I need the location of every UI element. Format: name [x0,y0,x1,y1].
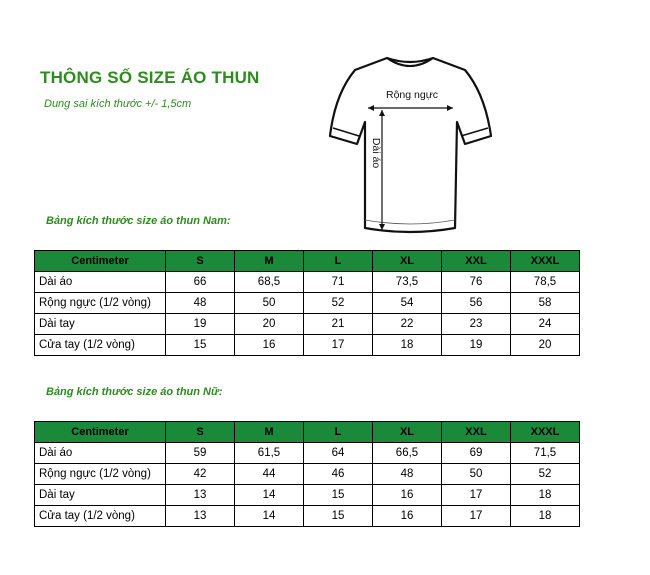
row-label: Dài áo [35,272,166,293]
row-label: Dài tay [35,314,166,335]
table-cell: 18 [373,335,442,356]
table-row [35,464,580,485]
header-cell: S [166,251,235,272]
table-cell: 17 [442,485,511,506]
header-cell: XXXL [511,251,580,272]
table-cell: 61,5 [235,443,304,464]
table-row [35,485,580,506]
men-size-table [34,250,580,356]
table-row [35,293,580,314]
table-cell: 76 [442,272,511,293]
table-cell: 14 [235,485,304,506]
table-cell: 23 [442,314,511,335]
header-cell: Centimeter [35,251,166,272]
table-cell: 64 [304,443,373,464]
men-table-caption: Bảng kích thước size áo thun Nam: [46,215,231,227]
table-cell: 71,5 [511,443,580,464]
chest-label: Rộng ngực [386,89,438,101]
table-cell: 46 [304,464,373,485]
table-cell: 18 [511,485,580,506]
table-cell: 78,5 [511,272,580,293]
table-row [35,443,580,464]
header-cell: Centimeter [35,422,166,443]
table-cell: 19 [166,314,235,335]
table-cell: 17 [442,506,511,527]
header-cell: M [235,422,304,443]
table-cell: 48 [373,464,442,485]
table-cell: 50 [442,464,511,485]
table-cell: 13 [166,485,235,506]
table-cell: 19 [442,335,511,356]
tolerance-note: Dung sai kích thước +/- 1,5cm [44,98,192,110]
table-cell: 16 [373,485,442,506]
header-cell: XXXL [511,422,580,443]
table-cell: 17 [304,335,373,356]
row-label: Cửa tay (1/2 vòng) [35,506,166,527]
header-cell: L [304,422,373,443]
table-cell: 24 [511,314,580,335]
table-cell: 22 [373,314,442,335]
header-cell: L [304,251,373,272]
table-header-row [35,251,580,272]
table-cell: 21 [304,314,373,335]
women-size-table [34,421,580,527]
tshirt-diagram-icon [325,52,495,238]
table-cell: 15 [304,485,373,506]
table-cell: 44 [235,464,304,485]
header-cell: M [235,251,304,272]
table-cell: 16 [373,506,442,527]
table-row [35,314,580,335]
header-cell: XL [373,251,442,272]
table-cell: 58 [511,293,580,314]
header-cell: S [166,422,235,443]
table-cell: 16 [235,335,304,356]
table-cell: 20 [235,314,304,335]
header-cell: XXL [442,422,511,443]
table-cell: 71 [304,272,373,293]
table-cell: 68,5 [235,272,304,293]
table-row [35,506,580,527]
header-cell: XXL [442,251,511,272]
row-label: Cửa tay (1/2 vòng) [35,335,166,356]
table-cell: 20 [511,335,580,356]
table-cell: 66,5 [373,443,442,464]
table-cell: 66 [166,272,235,293]
row-label: Rộng ngực (1/2 vòng) [35,293,166,314]
table-cell: 13 [166,506,235,527]
row-label: Dài tay [35,485,166,506]
table-cell: 14 [235,506,304,527]
row-label: Rộng ngực (1/2 vòng) [35,464,166,485]
table-cell: 69 [442,443,511,464]
length-label: Dài áo [370,137,383,169]
table-row [35,335,580,356]
table-cell: 50 [235,293,304,314]
table-cell: 18 [511,506,580,527]
row-label: Dài áo [35,443,166,464]
header-cell: XL [373,422,442,443]
table-cell: 42 [166,464,235,485]
women-table-caption: Bảng kích thước size áo thun Nữ: [46,386,223,398]
table-cell: 15 [304,506,373,527]
table-cell: 48 [166,293,235,314]
page-title: THÔNG SỐ SIZE ÁO THUN [40,68,260,87]
table-cell: 73,5 [373,272,442,293]
table-cell: 54 [373,293,442,314]
table-cell: 15 [166,335,235,356]
table-cell: 52 [304,293,373,314]
table-header-row [35,422,580,443]
table-cell: 52 [511,464,580,485]
table-row [35,272,580,293]
table-cell: 59 [166,443,235,464]
table-cell: 56 [442,293,511,314]
